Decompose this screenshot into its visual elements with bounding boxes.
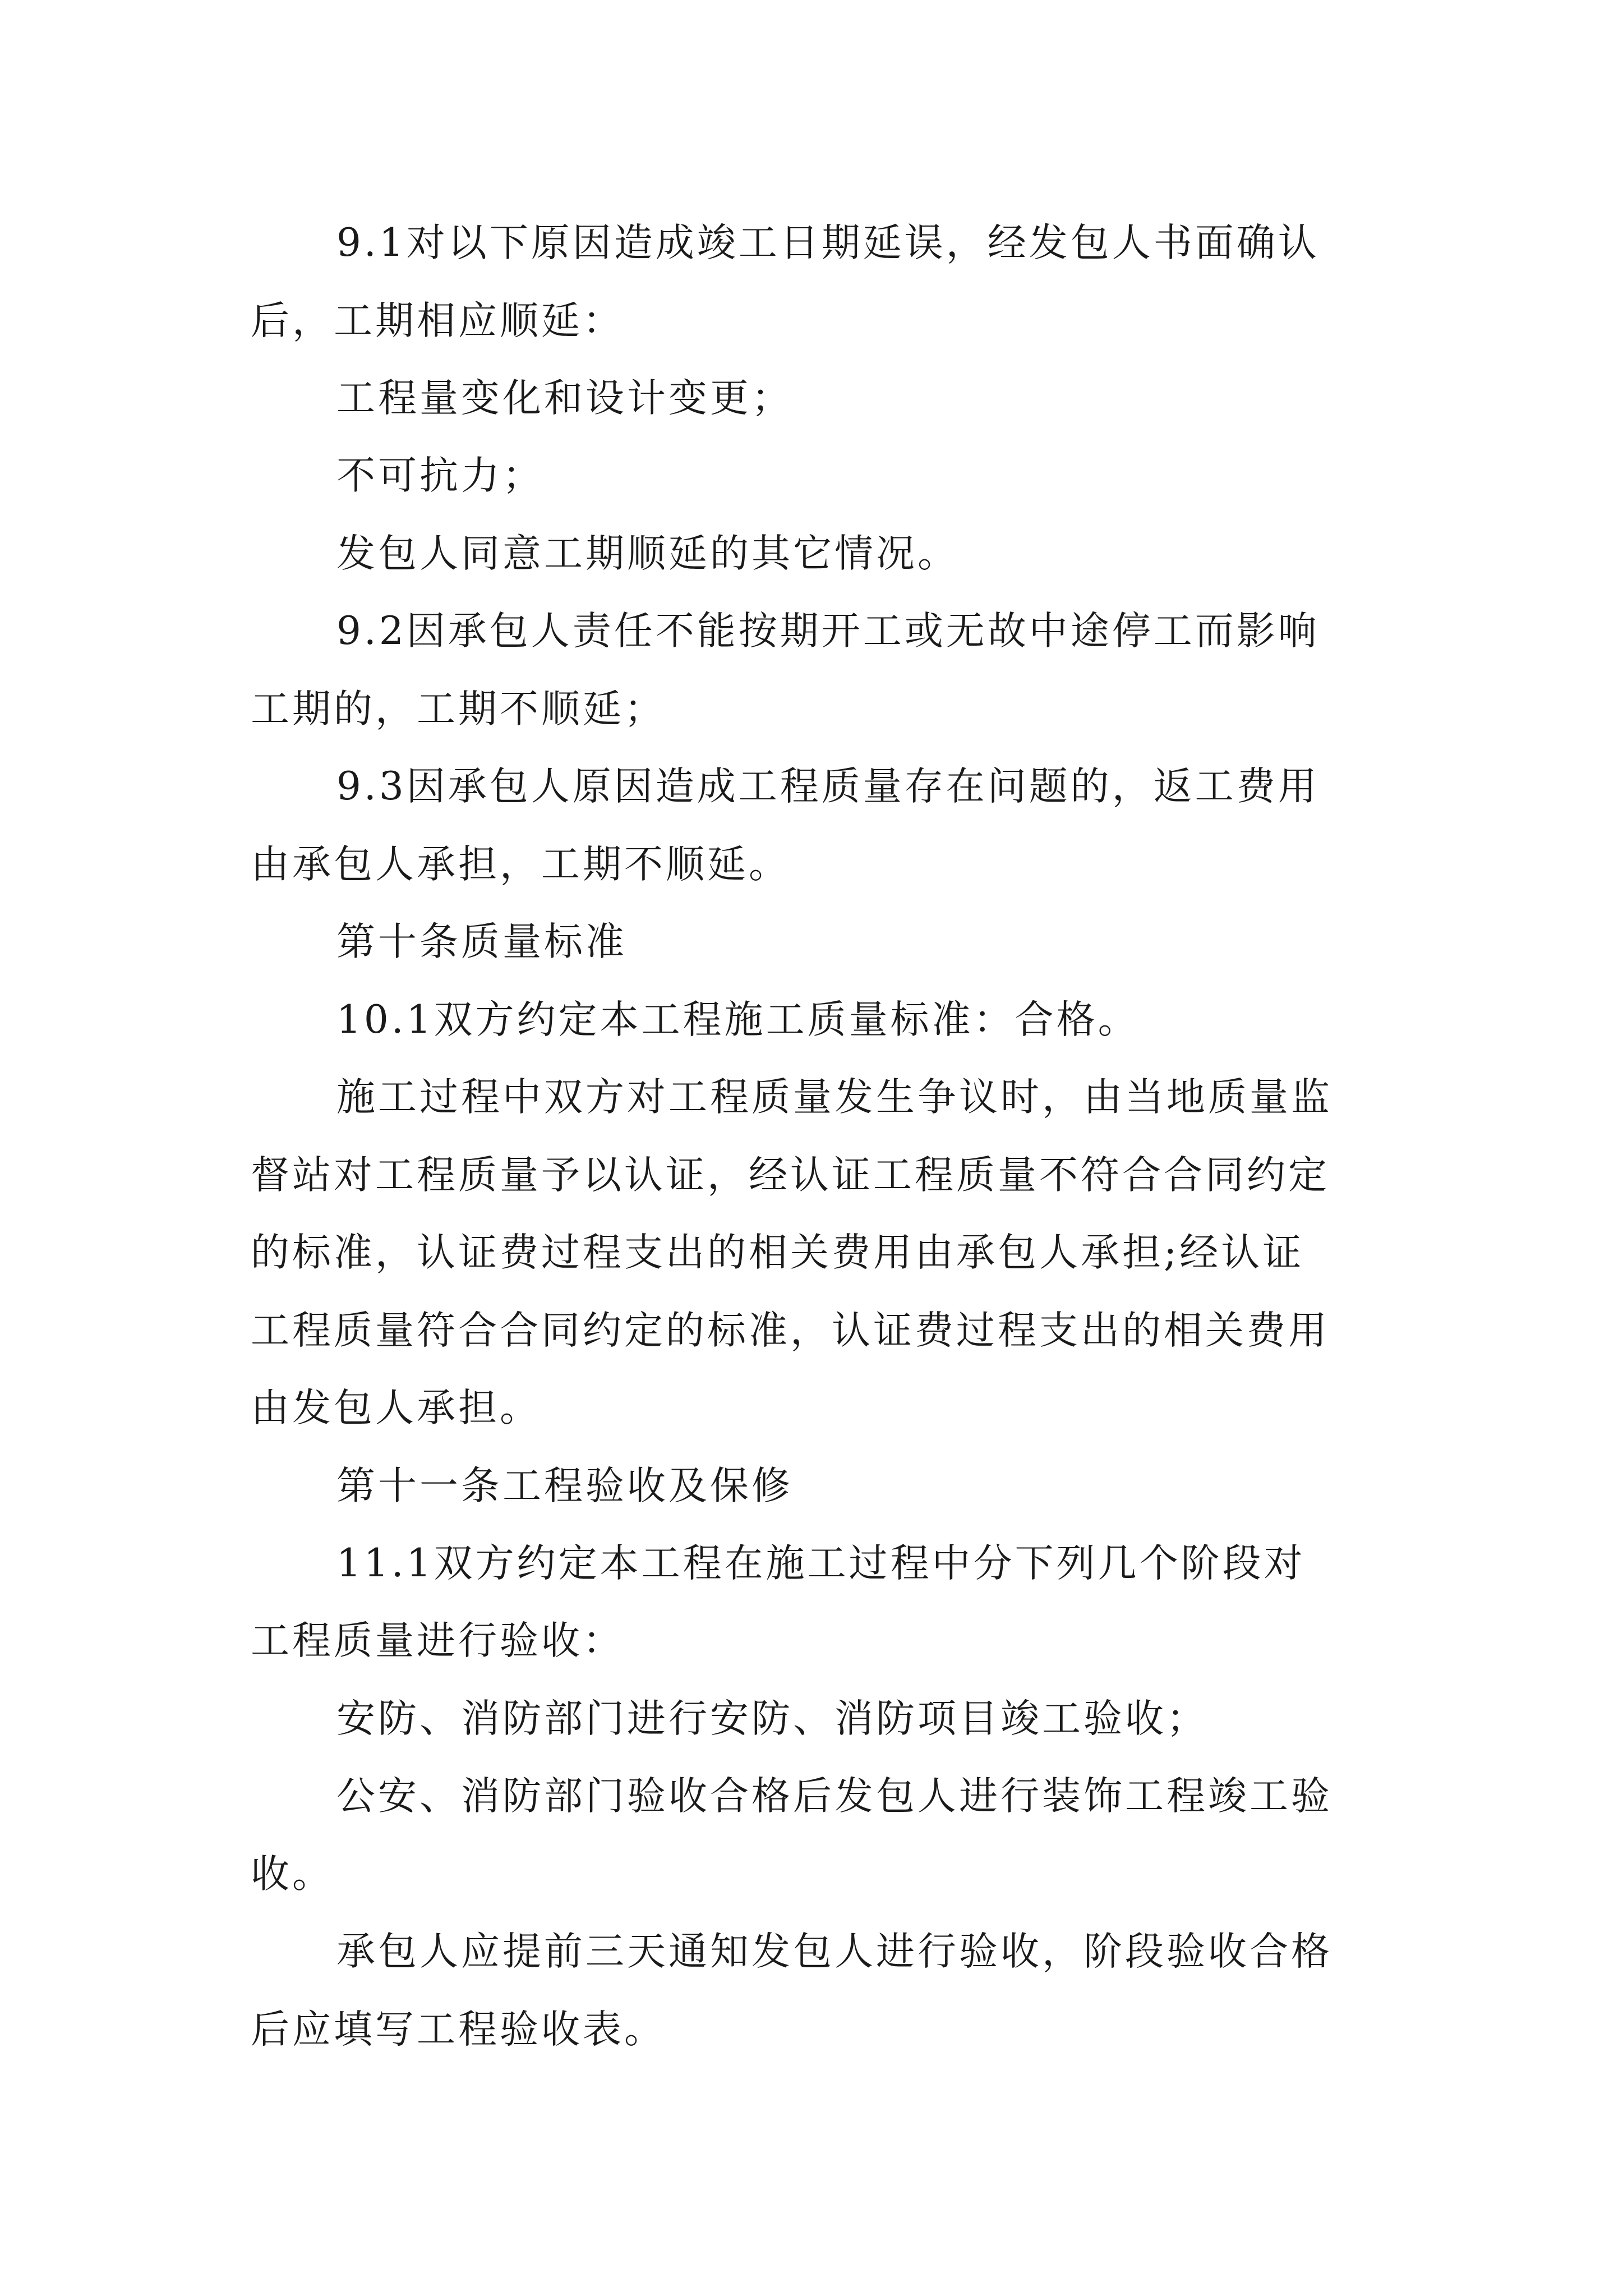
text-line: 9.1对以下原因造成竣工日期延误，经发包人书面确认 [336, 220, 1320, 265]
text-line: 工程量变化和设计变更； [336, 376, 793, 421]
text-line: 9.3因承包人原因造成工程质量存在问题的，返工费用 [336, 764, 1320, 809]
text-line: 工程质量符合合同约定的标准，认证费过程支出的相关费用 [251, 1308, 1330, 1353]
text-line: 发包人同意工期顺延的其它情况。 [336, 531, 959, 576]
text-line: 由承包人承担，工期不顺延。 [251, 842, 790, 887]
text-line: 后应填写工程验收表。 [251, 2007, 666, 2052]
text-line: 9.2因承包人责任不能按期开工或无故中途停工而影响 [336, 609, 1320, 654]
text-line: 工期的，工期不顺延； [251, 687, 666, 731]
text-line: 11.1双方约定本工程在施工过程中分下列几个阶段对 [336, 1541, 1306, 1586]
text-line: 由发包人承担。 [251, 1386, 541, 1430]
text-line: 施工过程中双方对工程质量发生争议时，由当地质量监 [336, 1075, 1332, 1120]
section-heading: 第十一条工程验收及保修 [336, 1464, 793, 1508]
section-heading: 第十条质量标准 [336, 919, 627, 964]
text-line: 公安、消防部门验收合格后发包人进行装饰工程竣工验 [336, 1774, 1332, 1819]
text-line: 不可抗力； [336, 453, 544, 498]
text-line: 工程质量进行验收： [251, 1618, 624, 1663]
text-line: 的标准，认证费过程支出的相关费用由承包人承担;经认证 [251, 1230, 1304, 1275]
text-line: 10.1双方约定本工程施工质量标准：合格。 [336, 997, 1140, 1042]
text-line: 承包人应提前三天通知发包人进行验收，阶段验收合格 [336, 1929, 1332, 1974]
text-line: 后，工期相应顺延： [251, 298, 624, 343]
text-line: 督站对工程质量予以认证，经认证工程质量不符合合同约定 [251, 1153, 1330, 1198]
text-line: 收。 [251, 1852, 334, 1897]
text-line: 安防、消防部门进行安防、消防项目竣工验收； [336, 1696, 1208, 1741]
